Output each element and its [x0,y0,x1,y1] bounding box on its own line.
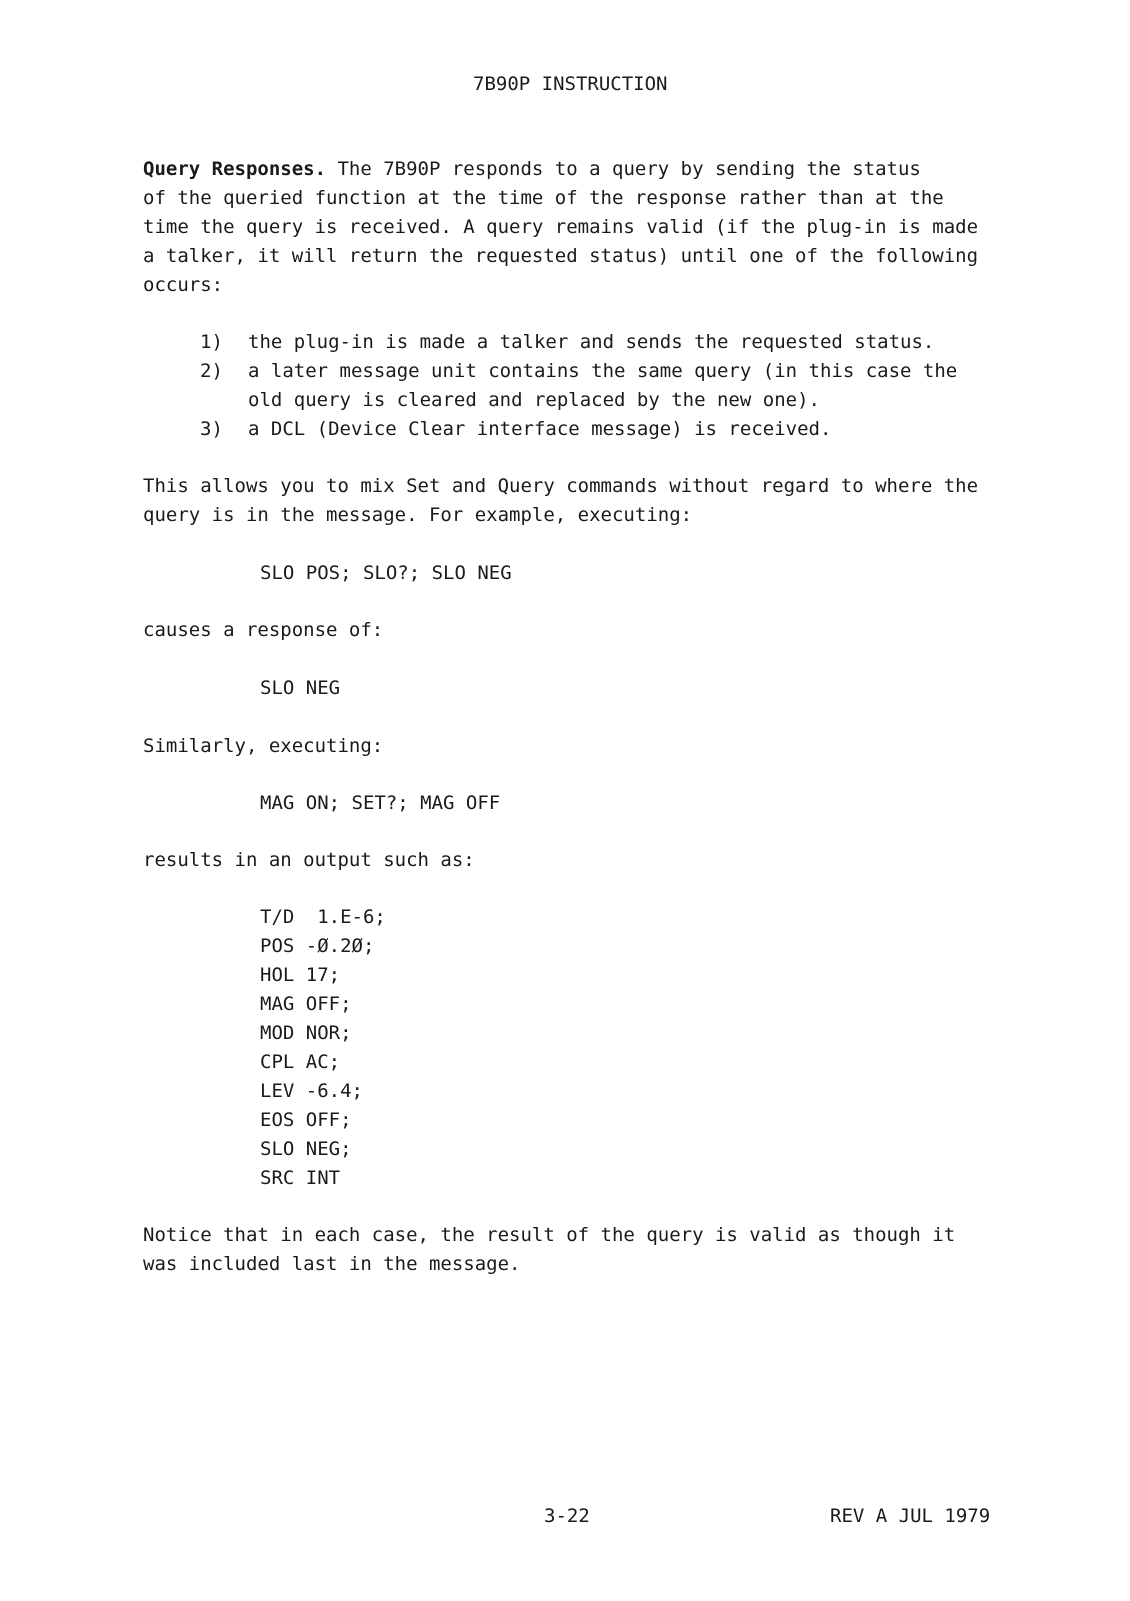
intro-line-5: occurs: [143,274,224,296]
list-item-1-text: the plug-in is made a talker and sends the requested status. [248,331,935,353]
output-line-lev: LEV -6.4; [260,1080,363,1102]
intro-line-1-text: The 7B90P responds to a query by sending the status [326,158,921,180]
output-line-mag: MAG OFF; [260,993,352,1015]
notice-line-2: was included last in the message. [143,1253,521,1275]
revision-date: REV A JUL 1979 [830,1505,991,1527]
list-item-1-number: 1) [200,331,223,353]
output-line-mod: MOD NOR; [260,1022,352,1044]
intro-line-2: of the queried function at the time of the response rather than at the [143,187,944,209]
notice-line-1: Notice that in each case, the result of the query is valid as though it [143,1224,956,1246]
page-header: 7B90P INSTRUCTION [473,73,668,95]
page-number: 3-22 [544,1505,590,1527]
similarly-text: Similarly, executing: [143,735,384,757]
intro-line-1 [143,160,921,179]
example2-command: MAG ON; SET?; MAG OFF [260,792,501,814]
list-item-2-number: 2) [200,360,223,382]
list-item-2-text-cont: old query is cleared and replaced by the new one). [248,389,820,411]
output-line-src: SRC INT [260,1167,341,1189]
section-heading: Query Responses. [143,158,327,180]
para2-line-1: This allows you to mix Set and Query commands without regard to where the [143,475,979,497]
causes-text: causes a response of: [143,619,384,641]
output-line-slo: SLO NEG; [260,1138,352,1160]
results-text: results in an output such as: [143,849,475,871]
example1-command: SLO POS; SLO?; SLO NEG [260,562,512,584]
list-item-2-text: a later message unit contains the same query (in this case the [248,360,958,382]
list-item-3-text: a DCL (Device Clear interface message) is received. [248,418,832,440]
intro-line-3: time the query is received. A query remains valid (if the plug-in is made [143,216,979,238]
output-line-td: T/D 1.E-6; [260,906,386,928]
output-line-eos: EOS OFF; [260,1109,352,1131]
output-line-pos: POS -Ø.2Ø; [260,935,375,957]
para2-line-2: query is in the message. For example, executing: [143,504,693,526]
output-line-hol: HOL 17; [260,964,341,986]
example1-response: SLO NEG [260,677,341,699]
list-item-3-number: 3) [200,418,223,440]
output-line-cpl: CPL AC; [260,1051,341,1073]
intro-line-4: a talker, it will return the requested status) until one of the following [143,245,979,267]
